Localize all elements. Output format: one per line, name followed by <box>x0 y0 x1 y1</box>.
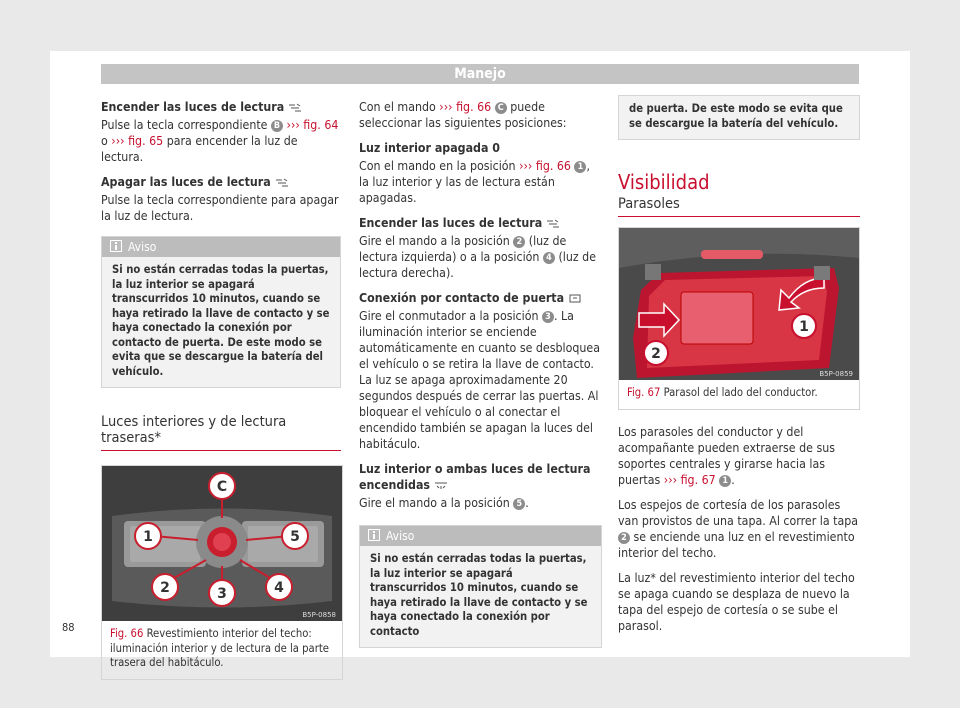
paragraph-apagar: Pulse la tecla correspondiente para apagar la luz de lectura. <box>101 193 339 223</box>
callout-b: B <box>271 120 283 132</box>
door-contact-icon <box>568 294 582 303</box>
fig-link[interactable]: ››› fig. 65 <box>111 134 164 148</box>
paragraph-apagada: Con el mando en la posición ››› fig. 66 1 , la luz interior y las de lectura están apagadas. <box>359 159 590 205</box>
fig-link[interactable]: ››› fig. 66 <box>519 159 571 173</box>
aviso-continuation: de puerta. De este modo se evita que se descargue la batería del vehículo. <box>618 95 860 140</box>
callout-4: 4 <box>543 252 555 264</box>
fig-label: C <box>216 479 228 495</box>
column-1 <box>101 99 341 680</box>
paragraph-intro: Con el mando ››› fig. 66 C puede seleccionar las siguientes posiciones: <box>359 100 567 130</box>
paragraph-parasoles-1: Los parasoles del conductor y del acompañante pueden extraerse de sus soportes centrales y girarse hacia las puertas ››› fig. 67 1 . <box>618 424 836 487</box>
heading-encender: Encender las luces de lectura <box>101 100 285 114</box>
fig-label: 4 <box>274 580 284 596</box>
column-3 <box>618 95 860 643</box>
section-title: Luces interiores y de lectura traseras* <box>101 414 341 451</box>
aviso-box <box>359 525 602 648</box>
heading-ambas-luces: Luz interior o ambas luces de lectura encendidas <box>359 462 591 492</box>
figure-caption: Fig. 66 Revestimiento interior del techo: iluminación interior y de lectura de la parte trasera del habitáculo. <box>110 627 329 669</box>
aviso-text: Si no están cerradas todas la puertas, la luz interior se apagará transcurridos 10 minutos, cuando se haya retirado la llave de contacto y se haya conectado la conexión por contacto <box>370 552 588 638</box>
section-title-visibilidad: Visibilidad <box>618 170 710 194</box>
heading-apagar: Apagar las luces de lectura <box>101 175 271 189</box>
fig-link[interactable]: ››› fig. 66 <box>439 100 492 114</box>
paragraph-contacto-puerta: Gire el conmutador a la posición 3 . La iluminación interior se enciende automáticamente en cuanto se desbloquea el vehículo o se retira la llave de contacto. La luz se apaga aproximadamente 20 segundos después de cerrar las puertas. Al bloquear el vehículo o al conectar el encendido también se apagan la luces del habitáculo. <box>359 309 600 451</box>
aviso-text: Si no están cerradas todas la puertas, la luz interior se apagará transcurridos 10 minutos, cuando se haya retirado la llave de contacto y se haya conectado la conexión por contacto de puerta. De este modo se evita que se descargue la batería del vehículo. <box>112 263 330 378</box>
fig-label: 5 <box>290 529 300 545</box>
fig-label: 2 <box>160 580 170 596</box>
aviso-title: Aviso <box>386 529 415 543</box>
reading-light-icon <box>275 178 289 187</box>
heading-contacto-puerta: Conexión por contacto de puerta <box>359 291 565 305</box>
page-header: Manejo <box>101 64 859 84</box>
heading-encender-lectura: Encender las luces de lectura <box>359 216 543 230</box>
callout-5: 5 <box>513 498 525 510</box>
info-icon <box>110 240 122 252</box>
fig-code: B5P-0859 <box>819 370 853 378</box>
sun-visor-illustration <box>619 228 859 380</box>
paragraph-ambas-luces: Gire el mando a la posición 5 . <box>359 496 529 510</box>
aviso-title: Aviso <box>128 240 157 254</box>
figure-66 <box>101 465 343 680</box>
fig-label: 3 <box>217 586 227 602</box>
figure-caption: Fig. 67 Parasol del lado del conductor. <box>627 386 818 399</box>
callout-2: 2 <box>513 236 525 248</box>
figure-67 <box>618 227 860 410</box>
callout-3: 3 <box>542 311 554 323</box>
subsection-title-parasoles: Parasoles <box>618 196 860 217</box>
info-icon <box>368 529 380 541</box>
fig-link[interactable]: ››› fig. 67 <box>663 472 716 487</box>
heading-apagada: Luz interior apagada 0 <box>359 141 500 155</box>
page-number: 88 <box>62 621 75 634</box>
callout-2: 2 <box>618 532 630 544</box>
paragraph-encender: Pulse la tecla correspondiente B ››› fig. 64 o ››› fig. 65 para encender la luz de lectura. <box>101 118 339 164</box>
fig-link[interactable]: ››› fig. 64 <box>286 118 339 132</box>
fig-label: 1 <box>143 529 153 545</box>
reading-light-icon <box>288 103 302 112</box>
callout-1: 1 <box>574 161 586 173</box>
column-2 <box>359 99 602 656</box>
paragraph-parasoles-2: Los espejos de cortesía de los parasoles van provistos de una tapa. Al correr la tapa 2 se enciende una luz en el revestimiento interior del techo. <box>618 497 859 560</box>
fig-code: B5P-0858 <box>302 611 336 619</box>
interior-light-icon <box>434 481 448 490</box>
fig-label: 1 <box>799 319 809 335</box>
paragraph-parasoles-3: La luz* del revestimiento interior del techo se apaga cuando se desplaza de nuevo la tapa del espejo de cortesía o se sube el parasol. <box>618 570 855 633</box>
fig-label: 2 <box>651 346 661 362</box>
callout-c: C <box>495 102 507 114</box>
callout-1: 1 <box>719 475 731 487</box>
paragraph-encender-lectura: Gire el mando a la posición 2 (luz de lectura izquierda) o a la posición 4 (luz de lectura derecha). <box>359 234 597 280</box>
ceiling-light-illustration <box>102 466 342 621</box>
reading-light-icon <box>546 219 560 228</box>
aviso-box <box>101 236 341 388</box>
